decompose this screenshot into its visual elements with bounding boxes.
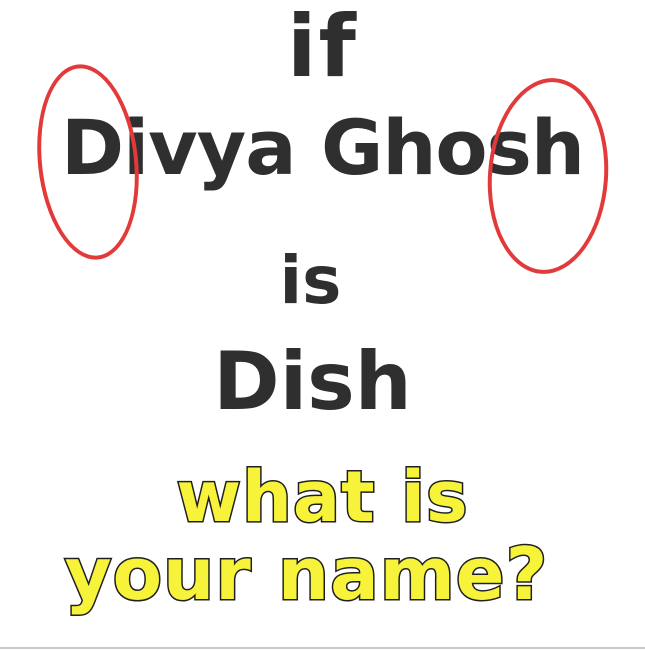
result-word: Dish	[213, 335, 412, 428]
word-is: is	[279, 242, 342, 319]
full-name: Divya Ghosh	[60, 103, 584, 192]
question-line-2: your name?	[64, 532, 549, 616]
word-if: if	[287, 0, 358, 97]
question-line-1: what is	[176, 456, 469, 538]
bottom-divider	[0, 647, 645, 649]
highlight-circle-left	[28, 59, 148, 264]
